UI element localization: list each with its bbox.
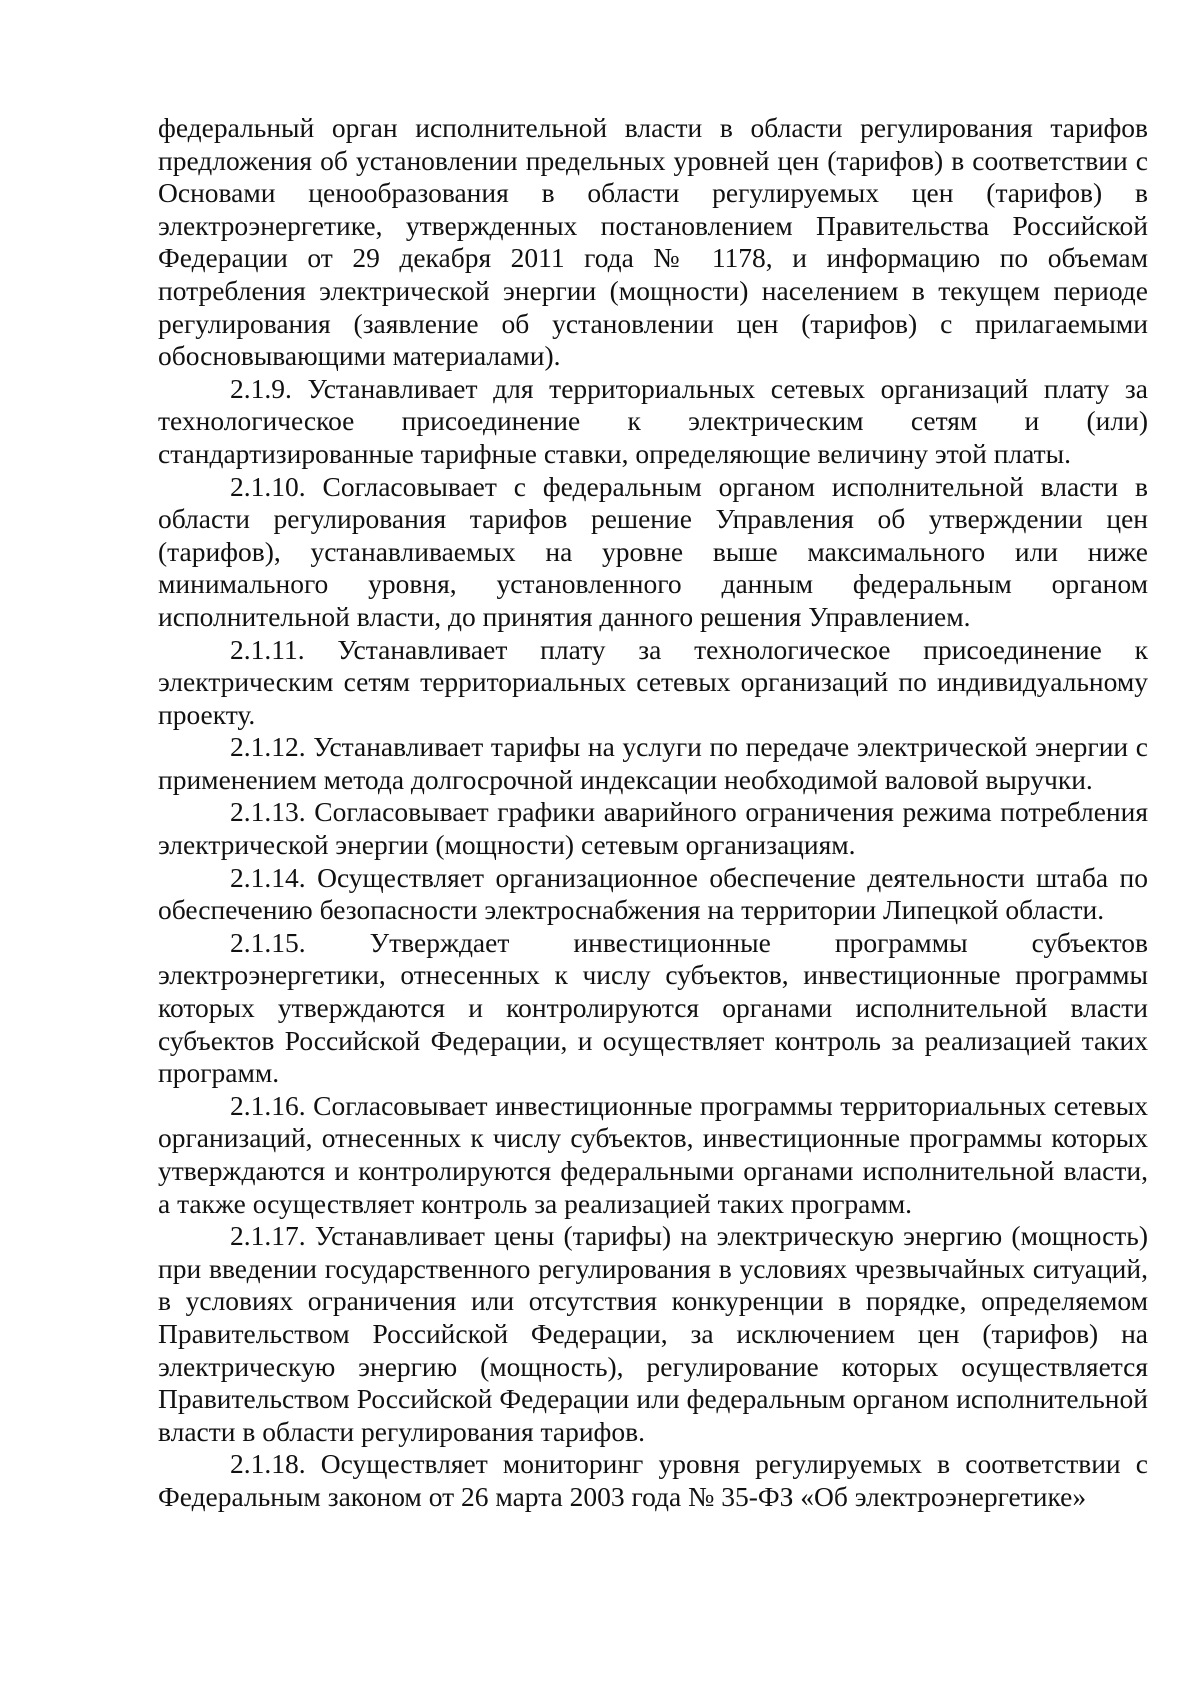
paragraph-2-1-13: 2.1.13. Согласовывает графики аварийного ограничения режима потребления электрической энергии (мощности) сетевым организациям. bbox=[158, 796, 1148, 861]
paragraph-2-1-18: 2.1.18. Осуществляет мониторинг уровня регулируемых в соответствии с Федеральным законом от 26 марта 2003 года № 35-ФЗ «Об электроэнергетике» bbox=[158, 1448, 1148, 1512]
paragraph-2-1-10: 2.1.10. Согласовывает с федеральным органом исполнительной власти в области регулирования тарифов решение Управления об утверждении цен (тарифов), устанавливаемых на уровне выше максимального или ниже минимального уровня, установленного данным федеральным органом исполнительной власти, до принятия данного решения Управлением. bbox=[158, 470, 1148, 632]
paragraph-2-1-14: 2.1.14. Осуществляет организационное обеспечение деятельности штаба по обеспечению безопасности электроснабжения на территории Липецкой области. bbox=[158, 861, 1148, 926]
paragraph-2-1-16: 2.1.16. Согласовывает инвестиционные программы территориальных сетевых организаций, отнесенных к числу субъектов, инвестиционные программы которых утверждаются и контролируются федеральными органами исполнительной власти, а также осуществляет контроль за реализацией таких программ. bbox=[158, 1089, 1148, 1219]
paragraph-2-1-11: 2.1.11. Устанавливает плату за технологическое присоединение к электрическим сетям территориальных сетевых организаций по индивидуальному проекту. bbox=[158, 633, 1148, 730]
paragraph-2-1-17: 2.1.17. Устанавливает цены (тарифы) на электрическую энергию (мощность) при введении государственного регулирования в условиях чрезвычайных ситуаций, в условиях ограничения или отсутствия конкуренции в порядке, определяемом Правительством Российской Федерации, за исключением цен (тарифов) на электрическую энергию (мощность), регулирование которых осуществляется Правительством Российской Федерации или федеральным органом исполнительной власти в области регулирования тарифов. bbox=[158, 1220, 1148, 1447]
paragraph-2-1-15: 2.1.15. Утверждает инвестиционные программы субъектов электроэнергетики, отнесенных к числу субъектов, инвестиционные программы которых утверждаются и контролируются органами исполнительной власти субъектов Российской Федерации, и осуществляет контроль за реализацией таких программ. bbox=[158, 926, 1148, 1089]
document-body bbox=[158, 112, 1148, 1514]
paragraph-2-1-12: 2.1.12. Устанавливает тарифы на услуги по передаче электрической энергии с применением метода долгосрочной индексации необходимой валовой выручки. bbox=[158, 731, 1148, 795]
paragraph-2-1-9: 2.1.9. Устанавливает для территориальных сетевых организаций плату за технологическое присоединение к электрическим сетям и (или) стандартизированные тарифные ставки, определяющие величину этой платы. bbox=[158, 372, 1148, 469]
paragraph-continuation: федеральный орган исполнительной власти в области регулирования тарифов предложения об установлении предельных уровней цен (тарифов) в соответствии с Основами ценообразования в области регулируемых цен (тарифов) в электроэнергетике, утвержденных постановлением Правительства Российской Федерации от 29 декабря 2011 года № 1178, и информацию по объемам потребления электрической энергии (мощности) населением в текущем периоде регулирования (заявление об установлении цен (тарифов) с прилагаемыми обосновывающими материалами). bbox=[158, 112, 1148, 372]
